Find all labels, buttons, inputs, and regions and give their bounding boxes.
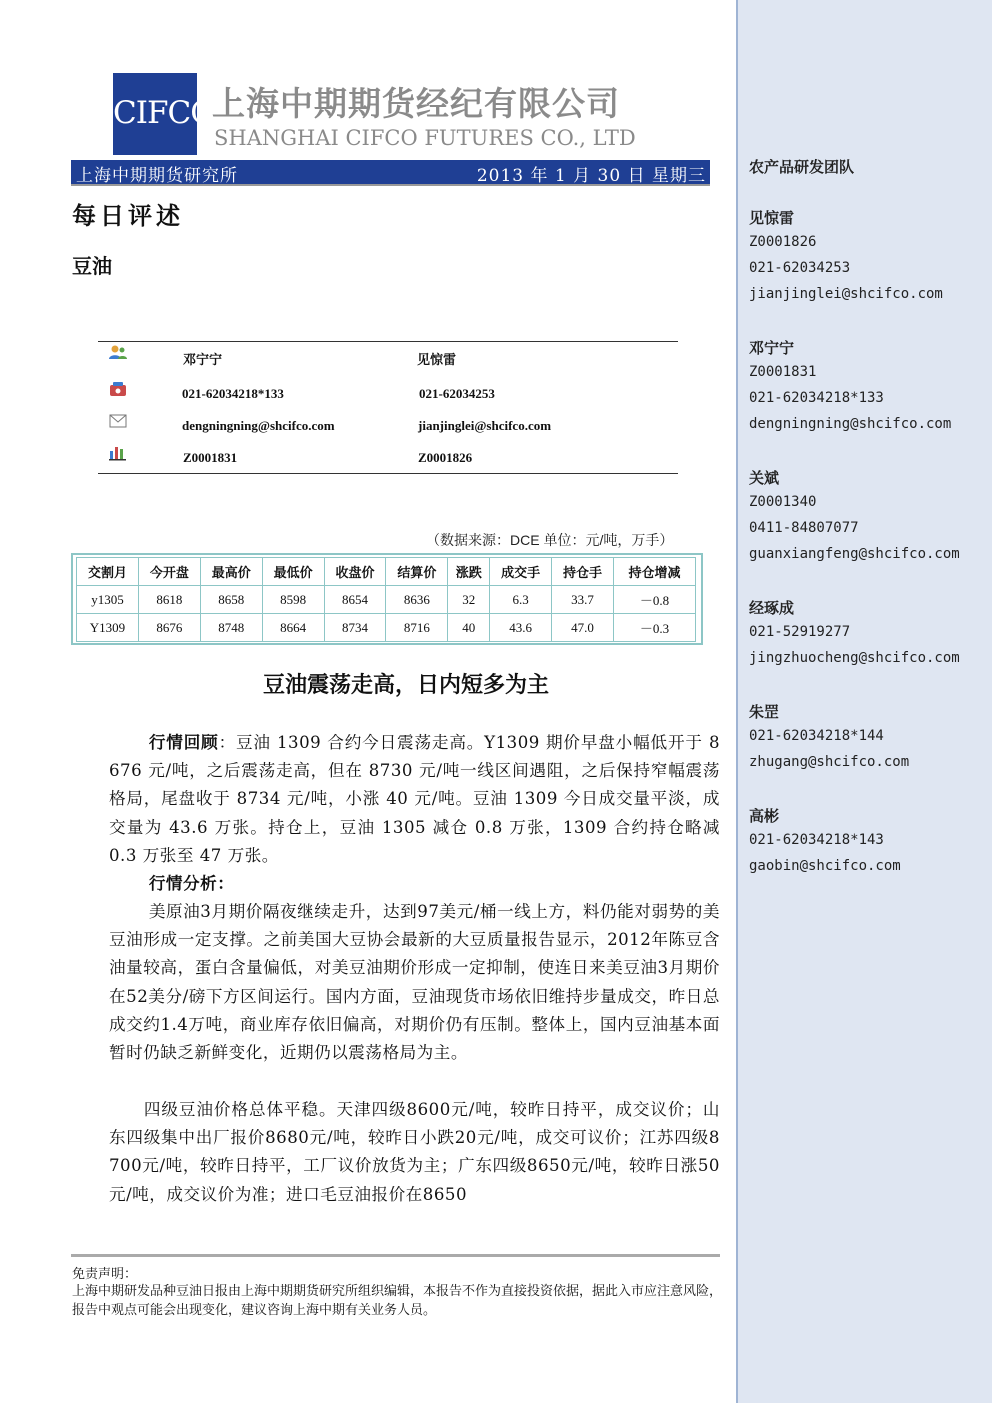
disclaimer-title: 免责声明： xyxy=(72,1267,138,1282)
company-name-cn: 上海中期期货经纪有限公司 xyxy=(212,84,620,123)
table-cell: －0.8 xyxy=(613,586,695,614)
sidebar-member-phone: 0411-84807077 xyxy=(749,520,859,536)
disclaimer-text: 上海中期研发品种豆油日报由上海中期期货研究所组织编辑，本报告不作为直接投资依据，据此入市应注意风险，报告中观点可能会出现变化，建议咨询上海中期有关业务人员。 xyxy=(72,1284,723,1318)
review-text: ：豆油 1309 合约今日震荡走高。Y1309 期价早盘小幅低开于 8676 元/吨，之后震荡走高，但在 8730 元/吨一线区间遇阻，之后保持窄幅震荡格局，尾盘收于 8734 元/吨，小涨 40 元/吨。豆油 1309 今日成交量平淡，成交量为 43.6 万张。持仓上，豆油 1305 减仓 0.8 万张，1309 合约持仓略减 0.3 万张至 47 万张。 xyxy=(109,733,721,865)
table-cell: 8598 xyxy=(262,586,324,614)
sidebar-member-email[interactable]: jianjinglei@shcifco.com xyxy=(749,286,943,302)
sidebar-member-license: Z0001826 xyxy=(749,234,817,250)
table-cell: 33.7 xyxy=(552,586,614,614)
analyst1-name: 邓宁宁 xyxy=(183,352,223,367)
sidebar-member-phone: 021-62034218*133 xyxy=(749,390,884,406)
contact-divider xyxy=(98,341,678,342)
data-source-note: （数据来源：DCE 单位：元/吨，万手） xyxy=(426,532,674,548)
analyst1-email[interactable]: dengningning@shcifco.com xyxy=(182,418,335,433)
sidebar-member-license: Z0001831 xyxy=(749,364,817,380)
institute-name: 上海中期期货研究所 xyxy=(76,166,238,186)
analyst2-email[interactable]: jianjinglei@shcifco.com xyxy=(418,418,552,433)
report-date: 2013 年 1 月 30 日 星期三 xyxy=(476,166,706,186)
review-label: 行情回顾 xyxy=(148,733,219,752)
table-cell: 32 xyxy=(448,586,490,614)
footer-divider xyxy=(71,1254,720,1257)
sidebar-member-email[interactable]: dengningning@shcifco.com xyxy=(749,416,952,432)
table-row xyxy=(77,586,696,614)
company-name-en: SHANGHAI CIFCO FUTURES CO., LTD xyxy=(214,126,636,150)
analyst1-license: Z0001831 xyxy=(183,450,238,465)
table-cell: 6.3 xyxy=(490,586,552,614)
sidebar-member-name: 经琢成 xyxy=(749,599,795,617)
article-headline: 豆油震荡走高，日内短多为主 xyxy=(262,673,549,698)
contact-divider xyxy=(98,473,678,474)
logo-letters: CIFCO xyxy=(113,95,215,131)
product-title: 豆油 xyxy=(72,254,112,278)
sidebar-member-email[interactable]: guanxiangfeng@shcifco.com xyxy=(749,546,960,562)
license-icon xyxy=(108,445,128,461)
col-header: 交割月 xyxy=(77,558,139,586)
sidebar-member-name: 见惊雷 xyxy=(749,209,795,227)
col-header: 持仓增减 xyxy=(613,558,695,586)
sidebar-member-phone: 021-62034218*143 xyxy=(749,832,884,848)
table-cell: 8664 xyxy=(262,614,324,642)
col-header: 最高价 xyxy=(200,558,262,586)
table-row xyxy=(77,614,696,642)
col-header: 成交手 xyxy=(490,558,552,586)
section-title: 每日评述 xyxy=(72,201,184,230)
col-header: 结算价 xyxy=(386,558,448,586)
sidebar-member-name: 高彬 xyxy=(749,807,780,825)
table-cell: 8716 xyxy=(386,614,448,642)
col-header: 涨跌 xyxy=(448,558,490,586)
analysis-paragraph-1: 美原油3月期价隔夜继续走升，达到97美元/桶一线上方，料仍能对弱势的美豆油形成一定支撑。之前美国大豆协会最新的大豆质量报告显示，2012年陈豆含油量较高，蛋白含量偏低，对美豆油期价形成一定抑制，使连日来美豆油3月期价在52美分/磅下方区间运行。国内方面，豆油现货市场依旧维持步量成交，昨日总成交约1.4万吨，商业库存依旧偏高，对期价仍有压制。整体上，国内豆油基本面暂时仍缺乏新鲜变化，近期仍以震荡格局为主。 xyxy=(109,902,720,1063)
table-cell: Y1309 xyxy=(77,614,139,642)
analysis-heading-line xyxy=(109,870,720,898)
table-cell: y1305 xyxy=(77,586,139,614)
sidebar-member-license: Z0001340 xyxy=(749,494,817,510)
analyst1-phone: 021-62034218*133 xyxy=(182,386,284,401)
col-header: 最低价 xyxy=(262,558,324,586)
table-cell: －0.3 xyxy=(613,614,695,642)
table-cell: 43.6 xyxy=(490,614,552,642)
col-header: 收盘价 xyxy=(324,558,386,586)
sidebar-member-email[interactable]: gaobin@shcifco.com xyxy=(749,858,901,874)
table-cell: 8734 xyxy=(324,614,386,642)
sidebar-member-phone: 021-62034218*144 xyxy=(749,728,884,744)
analysis-label: 行情分析： xyxy=(148,874,235,893)
sidebar-team-title: 农产品研发团队 xyxy=(749,158,855,176)
person-icon xyxy=(108,344,128,360)
table-cell: 8654 xyxy=(324,586,386,614)
sidebar-member-name: 朱罡 xyxy=(749,703,780,721)
analysis-paragraph-2: 四级豆油价格总体平稳。天津四级8600元/吨，较昨日持平，成交议价；山东四级集中出厂报价8680元/吨，较昨日小跌20元/吨，成交可议价；江苏四级8700元/吨，较昨日持平，工厂议价放货为主；广东四级8650元/吨，较昨日涨50元/吨，成交议价为准；进口毛豆油报价在8650 xyxy=(109,1100,720,1204)
col-header: 今开盘 xyxy=(138,558,200,586)
table-cell: 47.0 xyxy=(552,614,614,642)
sidebar-member-name: 关斌 xyxy=(749,469,780,487)
sidebar-member-phone: 021-52919277 xyxy=(749,624,851,640)
review-paragraph xyxy=(109,729,720,870)
analyst2-name: 见惊雷 xyxy=(417,352,457,367)
analyst2-license: Z0001826 xyxy=(418,450,473,465)
table-cell: 8636 xyxy=(386,586,448,614)
table-cell: 8676 xyxy=(138,614,200,642)
table-cell: 8658 xyxy=(200,586,262,614)
table-cell: 8618 xyxy=(138,586,200,614)
sidebar-member-email[interactable]: jingzhuocheng@shcifco.com xyxy=(749,650,960,666)
phone-icon xyxy=(108,381,128,397)
table-cell: 8748 xyxy=(200,614,262,642)
sidebar-member-phone: 021-62034253 xyxy=(749,260,851,276)
analyst2-phone: 021-62034253 xyxy=(419,386,495,401)
table-cell: 40 xyxy=(448,614,490,642)
sidebar-member-email[interactable]: zhugang@shcifco.com xyxy=(749,754,910,770)
table-header-row xyxy=(77,558,696,586)
sidebar-member-name: 邓宁宁 xyxy=(749,339,795,357)
col-header: 持仓手 xyxy=(552,558,614,586)
price-table xyxy=(76,557,696,642)
email-icon xyxy=(108,413,128,429)
